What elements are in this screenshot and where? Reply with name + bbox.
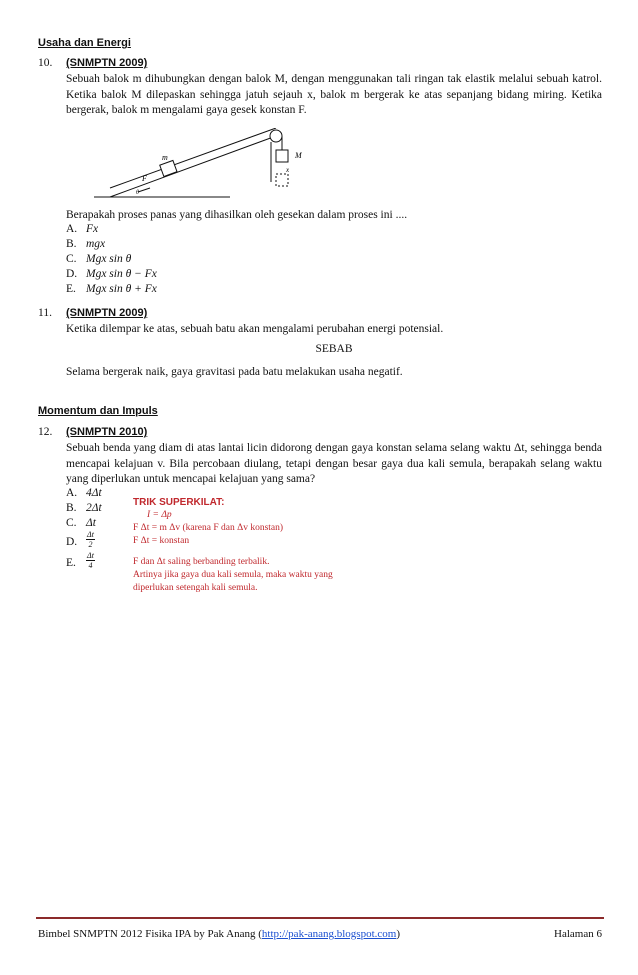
page-number: Halaman 6 bbox=[554, 928, 602, 940]
option-text: Mgx sin θ bbox=[86, 253, 132, 265]
question-source-10: (SNMPTN 2009) bbox=[66, 57, 148, 69]
option-label: E. bbox=[66, 557, 76, 569]
block-M-dashed bbox=[276, 174, 288, 186]
question-text-12: Sebuah benda yang diam di atas lantai licin didorong dengan gaya konstan selama selang waktu Δt, sehingga benda mencapai kelajuan v. Bila percobaan diulang, tetapi dengan besar gaya dua kali semula, berapakah selang waktu yang diperlukan untuk mencapai kelajuan yang sama? bbox=[66, 442, 602, 485]
option-label: C. bbox=[66, 517, 77, 529]
option-text: 2Δt bbox=[86, 502, 102, 514]
question-number-10: 10. bbox=[38, 57, 53, 69]
fraction-denominator: 4 bbox=[88, 561, 93, 570]
footer-link[interactable]: http://pak-anang.blogspot.com bbox=[261, 928, 397, 940]
trick-line: I = Δp bbox=[147, 510, 172, 520]
footer-divider bbox=[36, 917, 604, 919]
trick-line: F Δt = konstan bbox=[133, 536, 190, 546]
trick-title: TRIK SUPERKILAT: bbox=[133, 497, 225, 508]
option-fraction bbox=[86, 530, 95, 549]
option-text: Mgx sin θ + Fx bbox=[86, 283, 157, 295]
incline-pulley-diagram bbox=[90, 128, 310, 200]
question-number-12: 12. bbox=[38, 426, 53, 438]
option-text: Fx bbox=[86, 223, 99, 235]
block-M-solid bbox=[276, 150, 288, 162]
trick-line: diperlukan setengah kali semula. bbox=[133, 583, 258, 593]
section-title-usaha-energi: Usaha dan Energi bbox=[38, 37, 131, 49]
option-text: Mgx sin θ − Fx bbox=[86, 268, 157, 280]
label-M: M bbox=[295, 151, 302, 160]
option-text: 4Δt bbox=[86, 487, 102, 499]
option-label: B. bbox=[66, 238, 77, 250]
section-title-momentum-impuls: Momentum dan Impuls bbox=[38, 405, 158, 417]
question-number-11: 11. bbox=[38, 307, 52, 319]
option-label: D. bbox=[66, 536, 78, 548]
connector-sebab: SEBAB bbox=[315, 343, 353, 355]
trick-line: Artinya jika gaya dua kali semula, maka waktu yang bbox=[133, 570, 333, 580]
option-fraction bbox=[86, 551, 95, 570]
option-text: mgx bbox=[86, 238, 106, 250]
option-label: D. bbox=[66, 268, 78, 280]
block-m bbox=[160, 160, 177, 176]
fraction-numerator: Δt bbox=[87, 530, 94, 539]
option-label: B. bbox=[66, 502, 77, 514]
question-source-12: (SNMPTN 2010) bbox=[66, 426, 148, 438]
reason-11: Selama bergerak naik, gaya gravitasi pada batu melakukan usaha negatif. bbox=[66, 366, 403, 378]
label-m: m bbox=[162, 153, 168, 162]
label-x: x bbox=[286, 166, 290, 174]
question-prompt-10: Berapakah proses panas yang dihasilkan oleh gesekan dalam proses ini .... bbox=[66, 209, 408, 221]
trick-line: F Δt = m Δv (karena F dan Δv konstan) bbox=[133, 523, 284, 533]
footer-left bbox=[38, 928, 400, 940]
statement-11: Ketika dilempar ke atas, sebuah batu akan mengalami perubahan energi potensial. bbox=[66, 323, 444, 335]
option-label: E. bbox=[66, 283, 76, 295]
label-F: F bbox=[142, 174, 147, 183]
option-label: C. bbox=[66, 253, 77, 265]
question-text-10: Sebuah balok m dihubungkan dengan balok M, dengan menggunakan tali ringan tak elastik melalui sebuah katrol. Ketika balok M dilepaskan sehingga jatuh sejauh x, balok m bergerak ke atas sepanjang bidang miring. Ketika bergerak, balok m mengalami gaya gesek konstan F. bbox=[66, 73, 602, 116]
pulley-circle bbox=[270, 130, 282, 142]
footer-prefix: Bimbel SNMPTN 2012 Fisika IPA by Pak Anang ( bbox=[38, 928, 262, 940]
fraction-numerator: Δt bbox=[87, 551, 94, 560]
option-label: A. bbox=[66, 223, 78, 235]
option-text: Δt bbox=[86, 517, 96, 529]
question-source-11: (SNMPTN 2009) bbox=[66, 307, 148, 319]
option-label: A. bbox=[66, 487, 78, 499]
footer-suffix: ) bbox=[396, 928, 401, 940]
label-theta: θ bbox=[136, 190, 139, 196]
trick-line: F dan Δt saling berbanding terbalik. bbox=[133, 557, 270, 567]
fraction-denominator: 2 bbox=[88, 540, 93, 549]
